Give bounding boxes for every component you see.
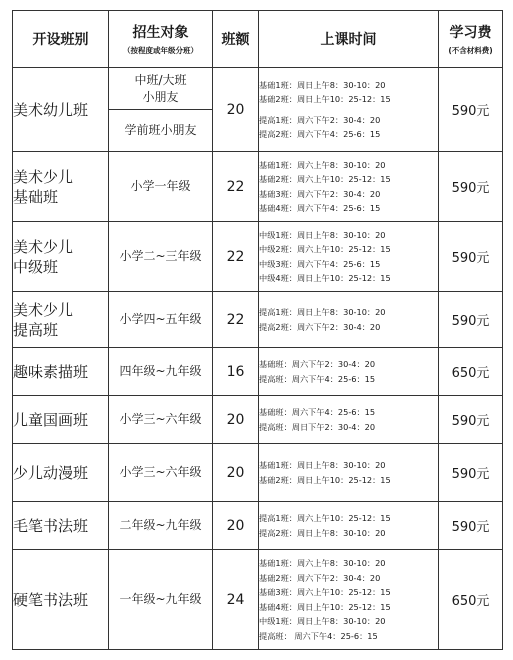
fee-cell: 590元 [439,502,503,550]
table-row [13,348,503,396]
target-cell: 小学三~六年级 [109,444,213,502]
class-name: 硬笔书法班 [13,550,109,650]
fee-cell: 590元 [439,222,503,292]
target-cell: 二年级~九年级 [109,502,213,550]
class-name: 趣味素描班 [13,348,109,396]
table-row [13,222,503,292]
count-cell: 20 [213,396,259,444]
table-row [13,502,503,550]
fee-cell: 590元 [439,68,503,152]
header-time: 上课时间 [259,11,439,68]
header-target-note: （按程度或年级分班） [123,46,198,55]
target-cell: 四年级~九年级 [109,348,213,396]
time-cell: 提高1班：周六上午10：25-12：15 提高2班：周日上午8：30-10：20 [259,502,439,550]
target-cell: 一年级~九年级 [109,550,213,650]
class-name: 美术少儿 提高班 [13,292,109,348]
header-count: 班额 [213,11,259,68]
class-name: 美术少儿 中级班 [13,222,109,292]
fee-cell: 590元 [439,292,503,348]
target-cell: 小学四~五年级 [109,292,213,348]
count-cell: 20 [213,502,259,550]
table-row [13,550,503,650]
table-row [13,292,503,348]
count-cell: 22 [213,292,259,348]
target-cell: 小学一年级 [109,152,213,222]
header-row [13,11,503,68]
table-row [13,444,503,502]
count-cell: 24 [213,550,259,650]
time-cell: 基础1班：周日上午8：30-10：20 基础2班：周日上午10：25-12：15 提高1班：周六下午2：30-4：20 提高2班：周六下午4：25-6：15 [259,68,439,152]
schedule-table [12,10,503,650]
time-cell: 基础1班：周六上午8：30-10：20 基础2班：周六下午2：30-4：20 基础3班：周六上午10：25-12：15 基础4班：周日上午10：25-12：15 中级1班：周日上午8：30-10：20 提高班： 周六下午4：25-6：15 [259,550,439,650]
class-name: 少儿动漫班 [13,444,109,502]
table-row [13,68,503,110]
header-fee: 学习费 (不含材料费) [439,11,503,68]
count-cell: 20 [213,68,259,152]
time-cell: 中级1班：周日上午8：30-10：20 中级2班：周六上午10：25-12：15 中级3班：周六下午4：25-6：15 中级4班：周日上午10：25-12：15 [259,222,439,292]
header-class: 开设班别 [13,11,109,68]
target-cell: 小学二~三年级 [109,222,213,292]
header-fee-note: (不含材料费) [448,46,493,55]
fee-cell: 650元 [439,550,503,650]
fee-cell: 590元 [439,396,503,444]
class-name: 儿童国画班 [13,396,109,444]
target-cell: 小学三~六年级 [109,396,213,444]
fee-cell: 590元 [439,152,503,222]
time-cell: 提高1班：周日上午8：30-10：20 提高2班：周六下午2：30-4：20 [259,292,439,348]
table-row [13,396,503,444]
count-cell: 20 [213,444,259,502]
class-name: 毛笔书法班 [13,502,109,550]
header-target: 招生对象 （按程度或年级分班） [109,11,213,68]
count-cell: 22 [213,152,259,222]
table-row [13,152,503,222]
class-name: 美术幼儿班 [13,68,109,152]
schedule-table-container [12,10,502,654]
fee-cell: 650元 [439,348,503,396]
target-cell: 学前班小朋友 [109,110,213,152]
time-cell: 基础班：周六下午4：25-6：15 提高班：周日下午2：30-4：20 [259,396,439,444]
class-name: 美术少儿 基础班 [13,152,109,222]
time-cell: 基础1班：周六上午8：30-10：20 基础2班：周六上午10：25-12：15 基础3班：周六下午2：30-4：20 基础4班：周六下午4：25-6：15 [259,152,439,222]
count-cell: 16 [213,348,259,396]
fee-cell: 590元 [439,444,503,502]
time-cell: 基础班：周六下午2：30-4：20 提高班：周六下午4：25-6：15 [259,348,439,396]
time-cell: 基础1班：周日上午8：30-10：20 基础2班：周日上午10：25-12：15 [259,444,439,502]
target-cell: 中班/大班 小朋友 [109,68,213,110]
count-cell: 22 [213,222,259,292]
